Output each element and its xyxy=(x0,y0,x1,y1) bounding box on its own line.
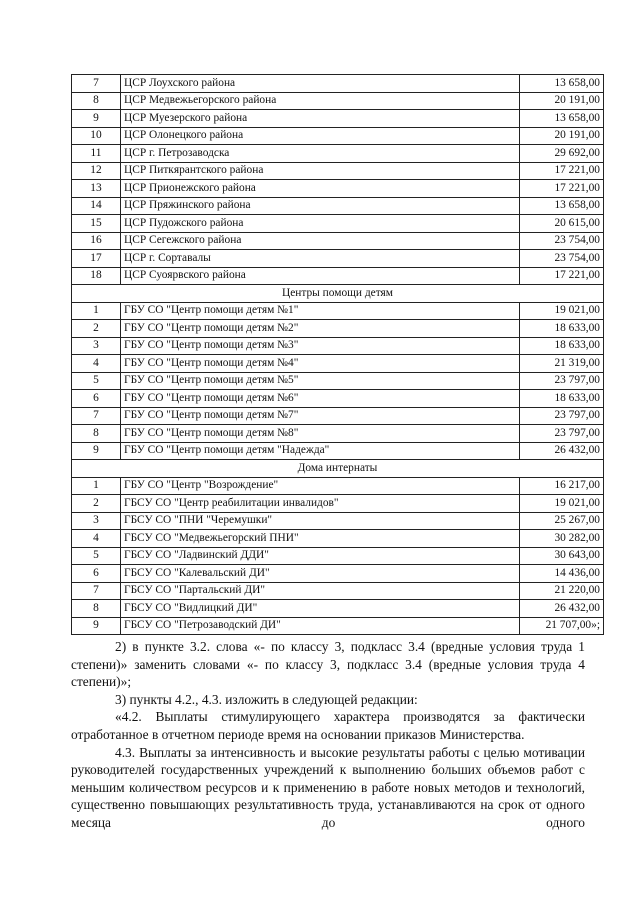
row-number: 16 xyxy=(72,232,121,250)
amount-value: 13 658,00 xyxy=(520,110,604,128)
table-row xyxy=(72,337,604,355)
section-title: Дома интернаты xyxy=(72,460,604,478)
institution-name: ЦСР Суоярвского района xyxy=(121,267,520,285)
table-row xyxy=(72,215,604,233)
row-number: 3 xyxy=(72,337,121,355)
amount-value: 16 217,00 xyxy=(520,477,604,495)
table-row xyxy=(72,442,604,460)
table-row xyxy=(72,180,604,198)
row-number: 4 xyxy=(72,530,121,548)
row-number: 1 xyxy=(72,302,121,320)
amount-value: 18 633,00 xyxy=(520,390,604,408)
amount-value: 20 615,00 xyxy=(520,215,604,233)
table-row xyxy=(72,617,604,635)
institution-name: ЦСР Сегежского района xyxy=(121,232,520,250)
table-row xyxy=(72,372,604,390)
paragraph-4-2: «4.2. Выплаты стимулирующего характера производятся за фактически отработанное в отчетном периоде время на основании приказов Министерства. xyxy=(71,709,585,742)
row-number: 2 xyxy=(72,320,121,338)
institution-name: ГБСУ СО "Ладвинский ДДИ" xyxy=(121,547,520,565)
institution-name: ГБУ СО "Центр помощи детям №2" xyxy=(121,320,520,338)
institution-name: ГБСУ СО "Партальский ДИ" xyxy=(121,582,520,600)
table-row xyxy=(72,110,604,128)
amount-value: 19 021,00 xyxy=(520,495,604,513)
amount-value: 17 221,00 xyxy=(520,267,604,285)
row-number: 13 xyxy=(72,180,121,198)
amount-value: 30 643,00 xyxy=(520,547,604,565)
institution-name: ЦСР Пудожского района xyxy=(121,215,520,233)
institution-name: ГБСУ СО "Видлицкий ДИ" xyxy=(121,600,520,618)
institution-name: ГБСУ СО "Петрозаводский ДИ" xyxy=(121,617,520,635)
table-row xyxy=(72,320,604,338)
table-row xyxy=(72,250,604,268)
institution-name: ЦСР Питкярантского района xyxy=(121,162,520,180)
amount-value: 18 633,00 xyxy=(520,320,604,338)
institution-name: ГБСУ СО "Медвежьегорский ПНИ" xyxy=(121,530,520,548)
amount-value: 23 754,00 xyxy=(520,232,604,250)
institution-name: ГБУ СО "Центр помощи детям "Надежда" xyxy=(121,442,520,460)
table-row xyxy=(72,530,604,548)
table-row xyxy=(72,145,604,163)
row-number: 12 xyxy=(72,162,121,180)
row-number: 6 xyxy=(72,390,121,408)
institution-name: ЦСР Прионежского района xyxy=(121,180,520,198)
row-number: 9 xyxy=(72,110,121,128)
institution-name: ГБУ СО "Центр помощи детям №6" xyxy=(121,390,520,408)
amount-value: 13 658,00 xyxy=(520,197,604,215)
table-row xyxy=(72,162,604,180)
table-row xyxy=(72,512,604,530)
amount-value: 23 797,00 xyxy=(520,407,604,425)
table-row xyxy=(72,425,604,443)
institution-name: ГБУ СО "Центр помощи детям №7" xyxy=(121,407,520,425)
row-number: 2 xyxy=(72,495,121,513)
institution-name: ГБСУ СО "ПНИ "Черемушки" xyxy=(121,512,520,530)
institution-name: ГБУ СО "Центр помощи детям №5" xyxy=(121,372,520,390)
row-number: 7 xyxy=(72,407,121,425)
row-number: 4 xyxy=(72,355,121,373)
amount-value: 26 432,00 xyxy=(520,600,604,618)
institution-name: ГБСУ СО "Калевальский ДИ" xyxy=(121,565,520,583)
amount-value: 26 432,00 xyxy=(520,442,604,460)
table-row xyxy=(72,565,604,583)
table-row xyxy=(72,232,604,250)
row-number: 18 xyxy=(72,267,121,285)
row-number: 8 xyxy=(72,600,121,618)
paragraph-item-2: 2) в пункте 3.2. слова «- по классу 3, подкласс 3.4 (вредные условия труда 1 степени)» заменить словами «- по классу 3, подкласс 3.4 (вредные условия труда 4 степени)»; xyxy=(71,639,585,690)
row-number: 8 xyxy=(72,425,121,443)
row-number: 5 xyxy=(72,547,121,565)
institution-name: ЦСР г. Петрозаводска xyxy=(121,145,520,163)
institution-name: ЦСР Олонецкого района xyxy=(121,127,520,145)
institution-name: ЦСР Медвежьегорского района xyxy=(121,92,520,110)
institution-name: ЦСР Пряжинского района xyxy=(121,197,520,215)
table-row xyxy=(72,92,604,110)
row-number: 10 xyxy=(72,127,121,145)
table-row xyxy=(72,197,604,215)
amount-value: 13 658,00 xyxy=(520,75,604,93)
amount-value: 19 021,00 xyxy=(520,302,604,320)
row-number: 17 xyxy=(72,250,121,268)
row-number: 11 xyxy=(72,145,121,163)
amount-value: 21 220,00 xyxy=(520,582,604,600)
table-row xyxy=(72,600,604,618)
table-row xyxy=(72,75,604,93)
institution-name: ЦСР Муезерского района xyxy=(121,110,520,128)
row-number: 9 xyxy=(72,442,121,460)
amount-value: 14 436,00 xyxy=(520,565,604,583)
amount-value: 29 692,00 xyxy=(520,145,604,163)
table-row xyxy=(72,267,604,285)
paragraph-4-3: 4.3. Выплаты за интенсивность и высокие результаты работы с целью мотивации руководителей государственных учреждений к выполнению больших объемов работ с меньшим количеством ресурсов и к применению в работе новых методов и технологий, существенно повышающих результативность труда, устанавливаются на срок от одного месяца до одного xyxy=(71,744,585,830)
row-number: 3 xyxy=(72,512,121,530)
amount-value: 23 754,00 xyxy=(520,250,604,268)
table-row xyxy=(72,582,604,600)
institution-name: ГБУ СО "Центр "Возрождение" xyxy=(121,477,520,495)
row-number: 6 xyxy=(72,565,121,583)
amount-value: 30 282,00 xyxy=(520,530,604,548)
row-number: 8 xyxy=(72,92,121,110)
amount-value: 20 191,00 xyxy=(520,127,604,145)
row-number: 5 xyxy=(72,372,121,390)
amount-value: 18 633,00 xyxy=(520,337,604,355)
institution-name: ЦСР г. Сортавалы xyxy=(121,250,520,268)
row-number: 7 xyxy=(72,582,121,600)
amount-value: 17 221,00 xyxy=(520,180,604,198)
row-number: 1 xyxy=(72,477,121,495)
section-header-boarding-homes xyxy=(72,460,604,478)
table-row xyxy=(72,302,604,320)
institution-name: ГБСУ СО "Центр реабилитации инвалидов" xyxy=(121,495,520,513)
institution-name: ГБУ СО "Центр помощи детям №1" xyxy=(121,302,520,320)
amount-value: 20 191,00 xyxy=(520,92,604,110)
row-number: 14 xyxy=(72,197,121,215)
table-row xyxy=(72,477,604,495)
table-row xyxy=(72,495,604,513)
amount-value: 21 707,00»; xyxy=(520,617,604,635)
table-row xyxy=(72,355,604,373)
row-number: 9 xyxy=(72,617,121,635)
section-title: Центры помощи детям xyxy=(72,285,604,303)
amount-value: 23 797,00 xyxy=(520,372,604,390)
institution-name: ГБУ СО "Центр помощи детям №8" xyxy=(121,425,520,443)
table-row xyxy=(72,127,604,145)
section-header-children-centers xyxy=(72,285,604,303)
payments-table-body xyxy=(72,75,604,635)
table-row xyxy=(72,407,604,425)
paragraph-item-3: 3) пункты 4.2., 4.3. изложить в следующей редакции: xyxy=(115,691,418,707)
amount-value: 25 267,00 xyxy=(520,512,604,530)
institution-name: ЦСР Лоухского района xyxy=(121,75,520,93)
institution-name: ГБУ СО "Центр помощи детям №3" xyxy=(121,337,520,355)
table-row xyxy=(72,390,604,408)
payments-table xyxy=(71,74,604,635)
amount-value: 17 221,00 xyxy=(520,162,604,180)
row-number: 15 xyxy=(72,215,121,233)
amount-value: 23 797,00 xyxy=(520,425,604,443)
amount-value: 21 319,00 xyxy=(520,355,604,373)
table-row xyxy=(72,547,604,565)
institution-name: ГБУ СО "Центр помощи детям №4" xyxy=(121,355,520,373)
row-number: 7 xyxy=(72,75,121,93)
body-text xyxy=(71,638,585,832)
